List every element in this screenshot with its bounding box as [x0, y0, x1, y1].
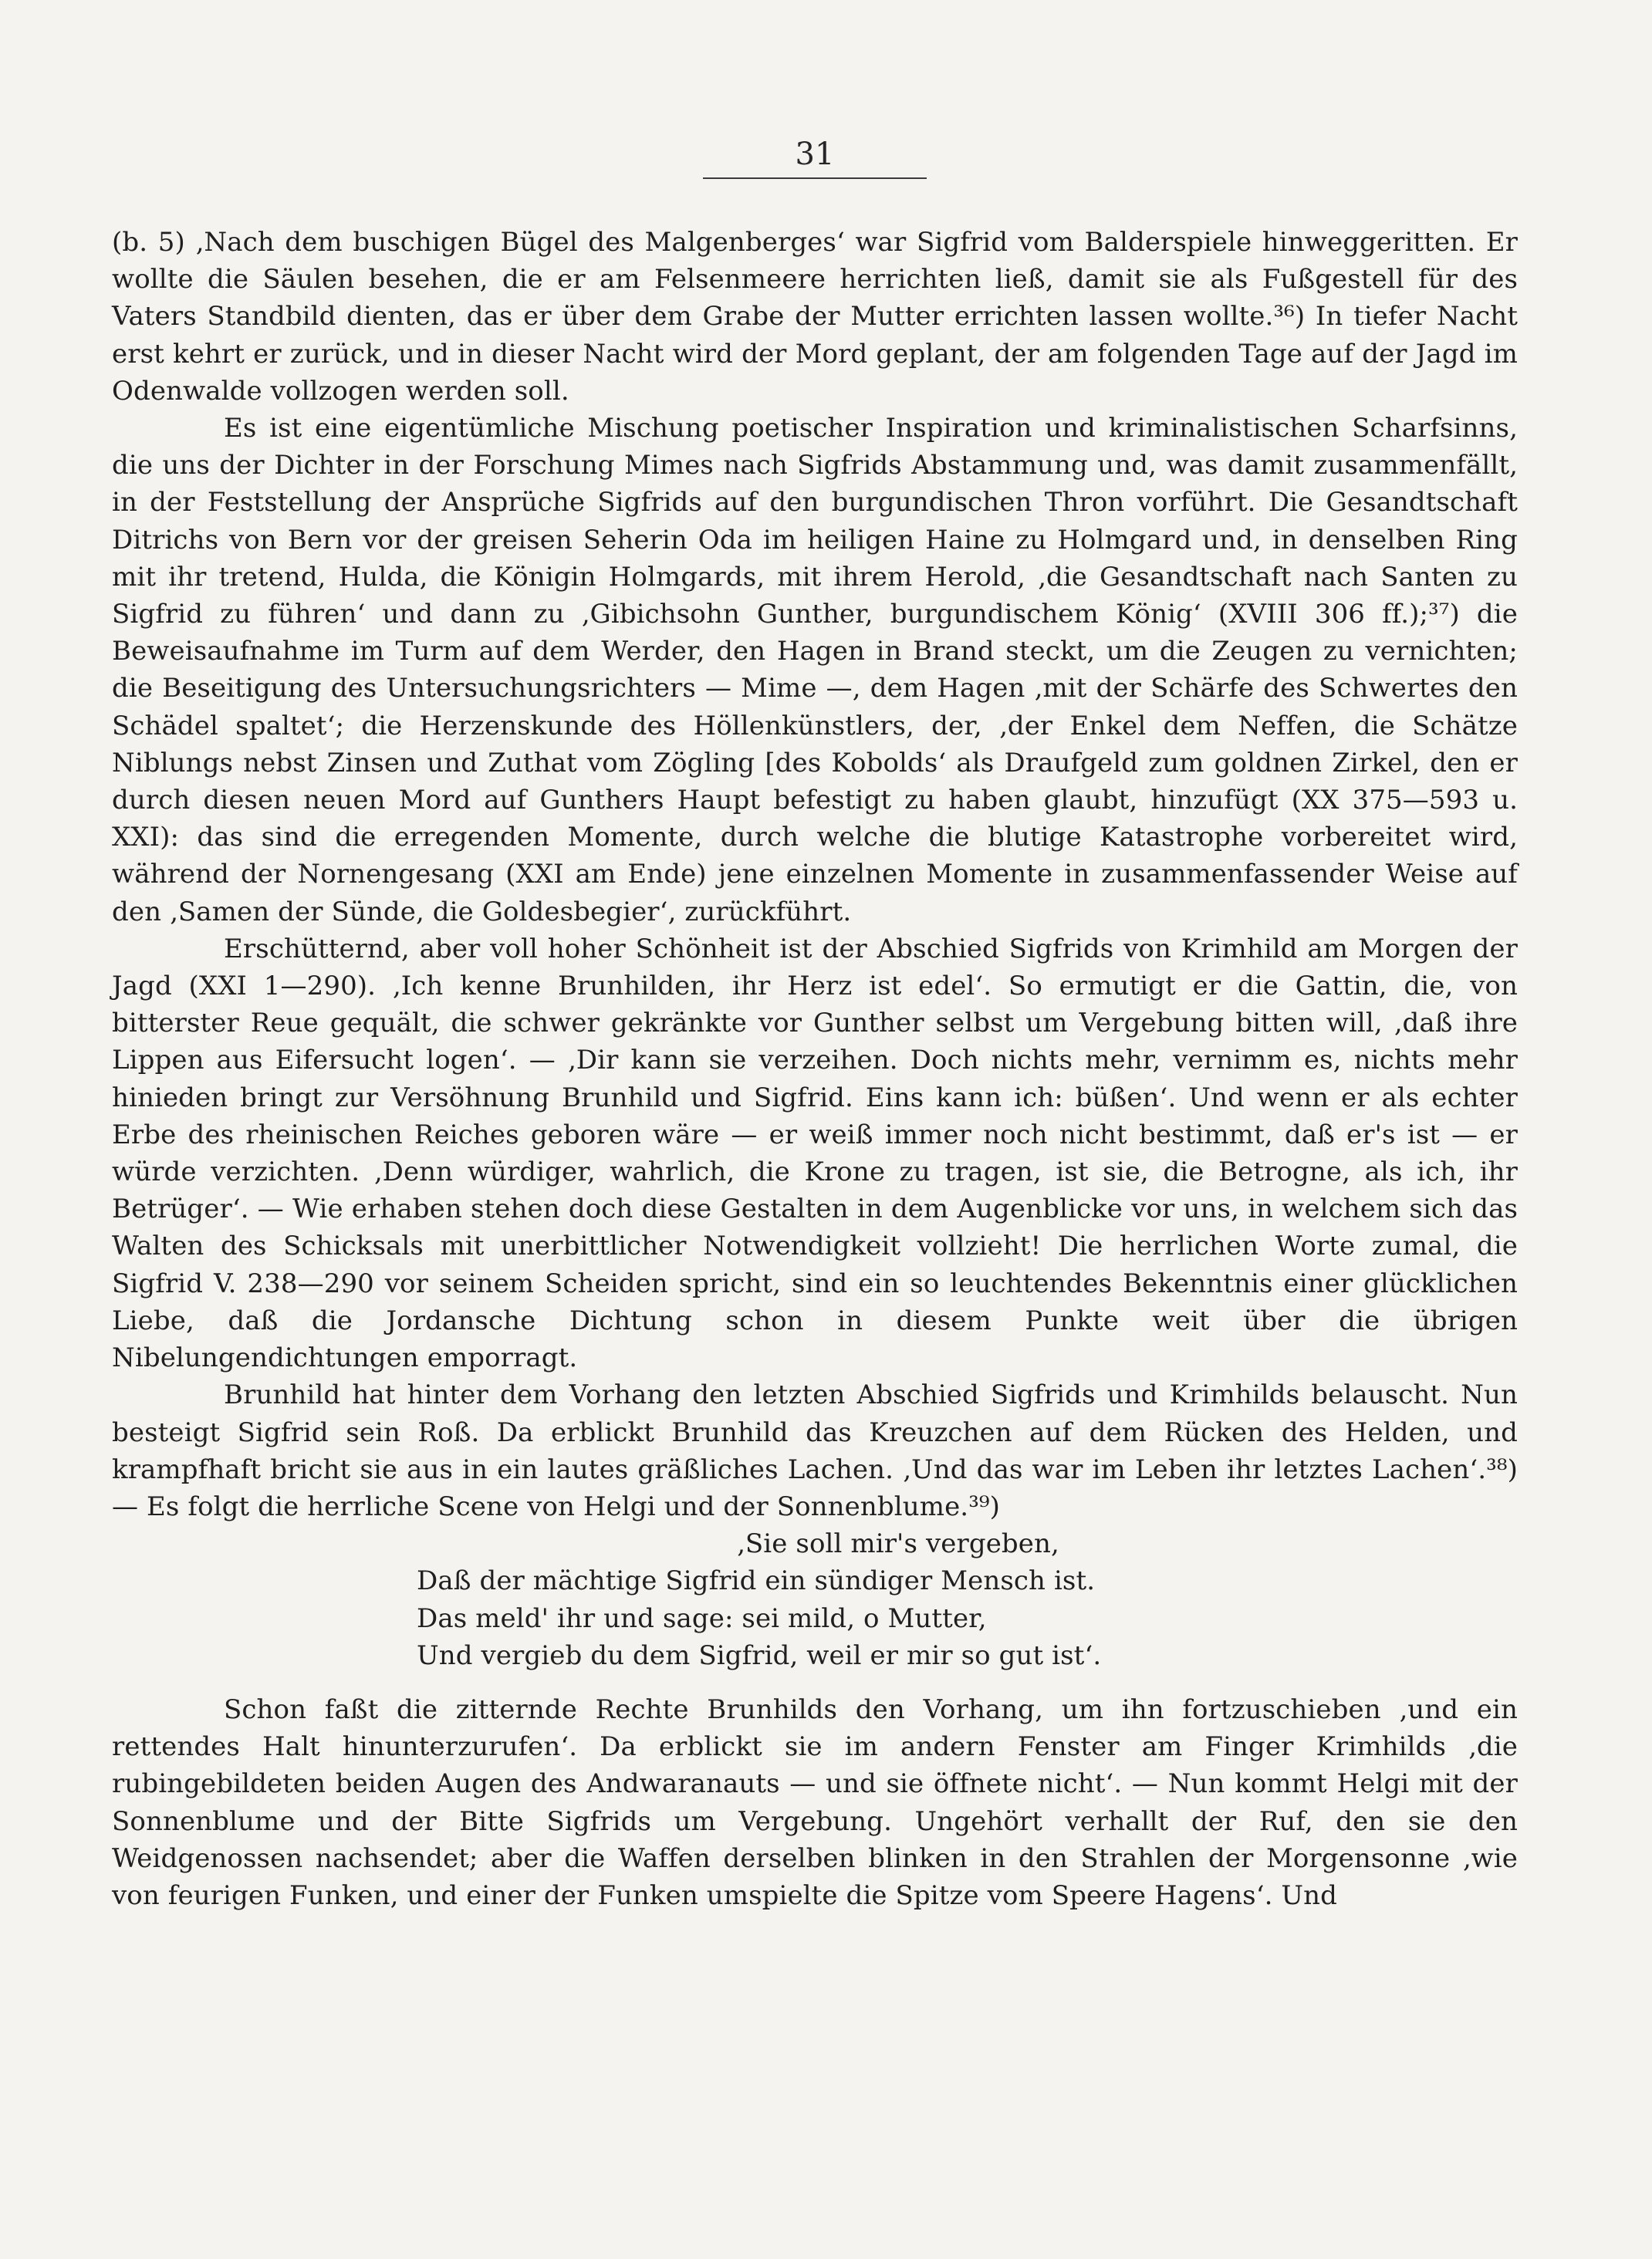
paragraph-brunhild-laugh: Brunhild hat hinter dem Vorhang den letzten Abschied Sigfrids und Krimhilds belauscht. Nun besteigt Sigfrid sein Roß. Da erblickt Brunhild das Kreuzchen auf dem Rücken des Helden, und krampfhaft bricht sie aus in ein lautes gräßliches Lachen. ‚Und das war im Leben ihr letztes Lachen‘.³⁸) — Es folgt die herrliche Scene von Helgi und der Sonnenblume.³⁹)	[112, 1379, 1518, 1522]
page-number: 31	[703, 139, 927, 179]
paragraph-farewell: Erschütternd, aber voll hoher Schönheit ist der Abschied Sigfrids von Krimhild am Morgen der Jagd (XXI 1—290). ‚Ich kenne Brunhilden, ihr Herz ist edel‘. So ermutigt er die Gattin, die, von bitterster Reue gequält, die schwer gekränkte vor Gunther selbst um Vergebung bitten will, ‚daß ihre Lippen aus Eifersucht logen‘. — ‚Dir kann sie verzeihen. Doch nichts mehr, vernimm es, nichts mehr hinieden bringt zur Versöhnung Brunhild und Sigfrid. Eins kann ich: büßen‘. Und wenn er als echter Erbe des rheinischen Reiches geboren wäre — er weiß immer noch nicht bestimmt, daß er's ist — er würde verzichten. ‚Denn würdiger, wahrlich, die Krone zu tragen, ist sie, die Betrogne, als ich, ihr Betrüger‘. — Wie erhaben stehen doch diese Gestalten in dem Augenblicke vor uns, in welchem sich das Walten des Schicksals mit unerbittlicher Notwendigkeit vollzieht! Die herrlichen Worte zumal, die Sigfrid V. 238—290 vor seinem Scheiden spricht, sind ein so leuchtendes Bekenntnis einer glücklichen Liebe, daß die Jordansche Dichtung schon in diesem Punkte weit über die übrigen Nibelungendichtungen emporragt.	[112, 933, 1518, 1374]
paragraph-closing: Schon faßt die zitternde Rechte Brunhilds den Vorhang, um ihn fortzuschieben ‚und ein rettendes Halt hinunterzurufen‘. Da erblickt sie im andern Fenster am Finger Krimhilds ‚die rubingebildeten beiden Augen des Andwaranauts — und sie öffnete nicht‘. — Nun kommt Helgi mit der Sonnenblume und der Bitte Sigfrids um Vergebung. Ungehört verhallt der Ruf, den sie den Weidgenossen nachsendet; aber die Waffen derselben blinken in den Strahlen der Morgensonne ‚wie von feurigen Funken, und einer der Funken umspielte die Spitze vom Speere Hagens‘. Und	[112, 1693, 1518, 1911]
poem-line: Und vergieb du dem Sigfrid, weil er mir so gut ist‘.	[417, 1639, 1102, 1671]
paragraph-intro: (b. 5) ‚Nach dem buschigen Bügel des Malgenberges‘ war Sigfrid vom Balderspiele hinweggeritten. Er wollte die Säulen besehen, die er am Felsenmeere herrichten ließ, damit sie als Fußgestell für des Vaters Standbild dienten, das er über dem Grabe der Mutter errichten lassen wollte.³⁶) In tiefer Nacht erst kehrt er zurück, und in dieser Nacht wird der Mord geplant, der am folgenden Tage auf der Jagd im Odenwalde vollzogen werden soll.	[112, 227, 1518, 407]
poem-line: Daß der mächtige Sigfrid ein sündiger Mensch ist.	[417, 1565, 1096, 1597]
poem-quote	[112, 1525, 1518, 1674]
paragraph-mimes-investigation: Es ist eine eigentümliche Mischung poetischer Inspiration und kriminalistischen Scharfsinns, die uns der Dichter in der Forschung Mimes nach Sigfrids Abstammung und, was damit zusammenfällt, in der Feststellung der Ansprüche Sigfrids auf den burgundischen Thron vorführt. Die Gesandtschaft Ditrichs von Bern vor der greisen Seherin Oda im heiligen Haine zu Holmgard und, in denselben Ring mit ihr tretend, Hulda, die Königin Holmgards, mit ihrem Herold, ‚die Gesandtschaft nach Santen zu Sigfrid zu führen‘ und dann zu ‚Gibichsohn Gunther, burgundischem König‘ (XVIII 306 ff.);³⁷) die Beweisaufnahme im Turm auf dem Werder, den Hagen in Brand steckt, um die Zeugen zu vernichten; die Beseitigung des Untersuchungsrichters — Mime —, dem Hagen ‚mit der Schärfe des Schwertes den Schädel spaltet‘; die Herzenskunde des Höllenkünstlers, der, ‚der Enkel dem Neffen, die Schätze Niblungs nebst Zinsen und Zuthat vom Zögling [des Kobolds‘ als Draufgeld zum goldnen Zirkel, den er durch diesen neuen Mord auf Gunthers Haupt befestigt zu haben glaubt, hinzufügt (XX 375—593 u. XXI): das sind die erregenden Momente, durch welche die blutige Katastrophe vorbereitet wird, während der Nornengesang (XXI am Ende) jene einzelnen Momente in zusammenfassender Weise auf den ‚Samen der Sünde, die Goldesbegier‘, zurückführt.	[112, 413, 1518, 927]
poem-line: ‚Sie soll mir's vergeben,	[737, 1528, 1059, 1560]
page-header	[112, 139, 1518, 179]
book-page	[112, 139, 1518, 2145]
poem-line: Das meld' ihr und sage: sei mild, o Mutter,	[417, 1602, 987, 1634]
page-body	[112, 224, 1518, 1914]
